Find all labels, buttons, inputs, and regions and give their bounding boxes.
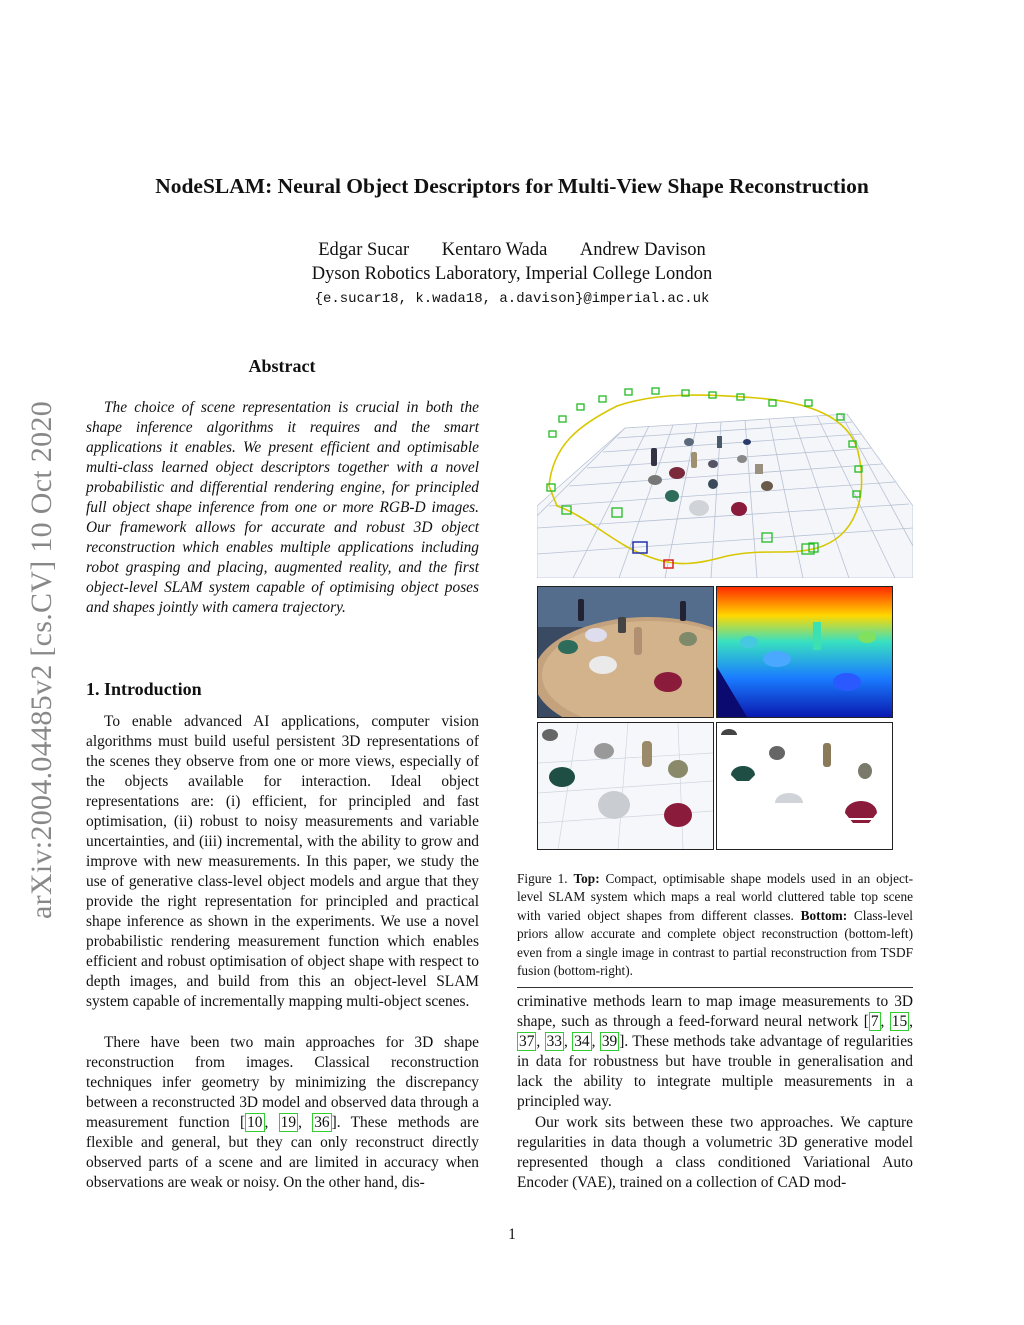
paragraph-text: There have been two main approaches for 3D shape reconstruction from images. Classical reconstruction techniques infer geometry by minimizing the discrepancy between a reconstructed 3D model and observed data through a measurement function [	[86, 1034, 479, 1131]
citation-link[interactable]: 34	[574, 1033, 590, 1050]
author-name: Kentaro Wada	[441, 240, 548, 260]
slam-map-figure	[537, 356, 913, 578]
citation-link[interactable]: 19	[280, 1114, 297, 1131]
tsdf-panel	[716, 722, 893, 850]
tsdf-fusion-image	[717, 723, 892, 849]
object-reconstruction-image	[538, 723, 713, 849]
caption-bottom-text: Class-level priors allow accurate and complete object reconstruction (bottom-left) even from a single image in contrast to partial reconstruction from TSDF fusion (bottom-right).	[517, 907, 914, 979]
rgb-scene-image	[538, 587, 713, 717]
author-name: Edgar Sucar	[318, 240, 410, 260]
figure-caption	[517, 870, 913, 980]
depth-image-panel	[716, 586, 893, 718]
caption-top-text: Compact, optimisable shape models used in an object-level SLAM system which maps a real world cluttered table top scene with varied object shapes from different classes.	[517, 871, 914, 923]
caption-bottom-label: Bottom:	[800, 907, 848, 923]
body-paragraph: Our work sits between these two approaches. We capture regularities in data though a volumetric 3D generative model represented though a class conditioned Variational Auto Encoder (VAE), trained on a collection of CAD mod-	[517, 1114, 913, 1191]
citation-link[interactable]: 10	[247, 1114, 263, 1131]
abstract-text: The choice of scene representation is crucial in both the shape inference algorithms it requires and the smart applications it enables. We present efficient and optimisable multi-class learned object descriptors together with a novel probabilistic and differential rendering engine, for principled full object shape inference from one or more RGB-D images. Our framework allows for accurate and robust 3D object reconstruction which enables multiple applications including robot grasping and placing, augmented reality, and the first object-level SLAM system capable of optimising object poses and shapes jointly with camera trajectory.	[86, 399, 479, 616]
reconstruction-panel	[537, 722, 714, 850]
author-emails: {e.sucar18, k.wada18, a.davison}@imperial.ac.uk	[314, 291, 710, 307]
affiliation: Dyson Robotics Laboratory, Imperial College London	[311, 264, 713, 284]
rgb-image-panel	[537, 586, 714, 718]
paragraph-text: criminative methods learn to map image measurements to 3D shape, such as through a feed-forward neural network [	[517, 993, 913, 1030]
figure-separator	[517, 987, 913, 988]
abstract-heading: Abstract	[248, 356, 316, 376]
paper-title: NodeSLAM: Neural Object Descriptors for Multi-View Shape Reconstruction	[155, 174, 869, 198]
intro-paragraph: To enable advanced AI applications, computer vision algorithms must build useful persistent 3D representations of the scenes they observe from one or more views, especially of the objects available for interaction. Ideal object representations are: (i) efficient, for principled and fast optimisation, (ii) robust to noisy measurements and variable uncertainties, and (iii) incremental, with the ability to grow and improve with new measurements. In this paper, we study the use of generative class-level object models and argue that they provide the right representation for principled and practical shape inference as shown in the experiments. We use a novel probabilistic rendering measurement function which enables efficient and robust optimisation of object shape with respect to depth images, and build from this an object-level SLAM system capable of incrementally mapping multi-object scenes.	[86, 713, 479, 1010]
paragraph-text: ]. These methods take advantage of regularities in data for robustness but have trouble in generalisation and lack the ability to integrate multiple measurements in a principled way.	[517, 1033, 914, 1110]
citation-link[interactable]: 37	[519, 1033, 535, 1050]
author-name: Andrew Davison	[579, 240, 706, 260]
citation-link[interactable]: 36	[314, 1114, 330, 1131]
citation-link[interactable]: 39	[601, 1033, 618, 1050]
body-paragraph: criminative methods learn to map image measurements to 3D shape, such as through a feed-forward neural network [ 7 , 15 , 37 , 33 , 34 , 39 ]. These methods take advantage of regularities in data for robustness but have trouble in generalisation and lack the ability to integrate multiple measurements in a principled way.	[517, 993, 914, 1110]
section-heading: 1. Introduction	[86, 679, 202, 699]
page-number: 1	[508, 1226, 516, 1243]
citation-link[interactable]: 33	[546, 1033, 562, 1050]
citation-link[interactable]: 7	[870, 1013, 879, 1030]
depth-map-image	[717, 587, 892, 717]
author-list	[0, 240, 1024, 261]
intro-paragraph: There have been two main approaches for 3D shape reconstruction from images. Classical reconstruction techniques infer geometry by minimizing the discrepancy between a reconstructed 3D model and observed data through a measurement function [ 10 , 19 , 36 ]. These methods are flexible and general, but they can only reconstruct directly observed parts of a scene and are limited in accuracy when observations are weak or noisy. On the other hand, dis-	[86, 1034, 479, 1191]
floor-grid	[537, 414, 913, 578]
citation-link[interactable]: 15	[891, 1013, 908, 1030]
paragraph-text: ]. These methods are flexible and general, but they can only reconstruct directly observed parts of a scene and are limited in accuracy when observations are weak or noisy. On the other hand, dis-	[86, 1114, 479, 1191]
arxiv-id: arXiv:2004.04485v2 [cs.CV] 10 Oct 2020	[25, 400, 58, 920]
caption-top-label: Top:	[573, 871, 600, 886]
caption-label: Figure 1.	[517, 871, 568, 886]
arxiv-watermark	[12, 360, 72, 960]
